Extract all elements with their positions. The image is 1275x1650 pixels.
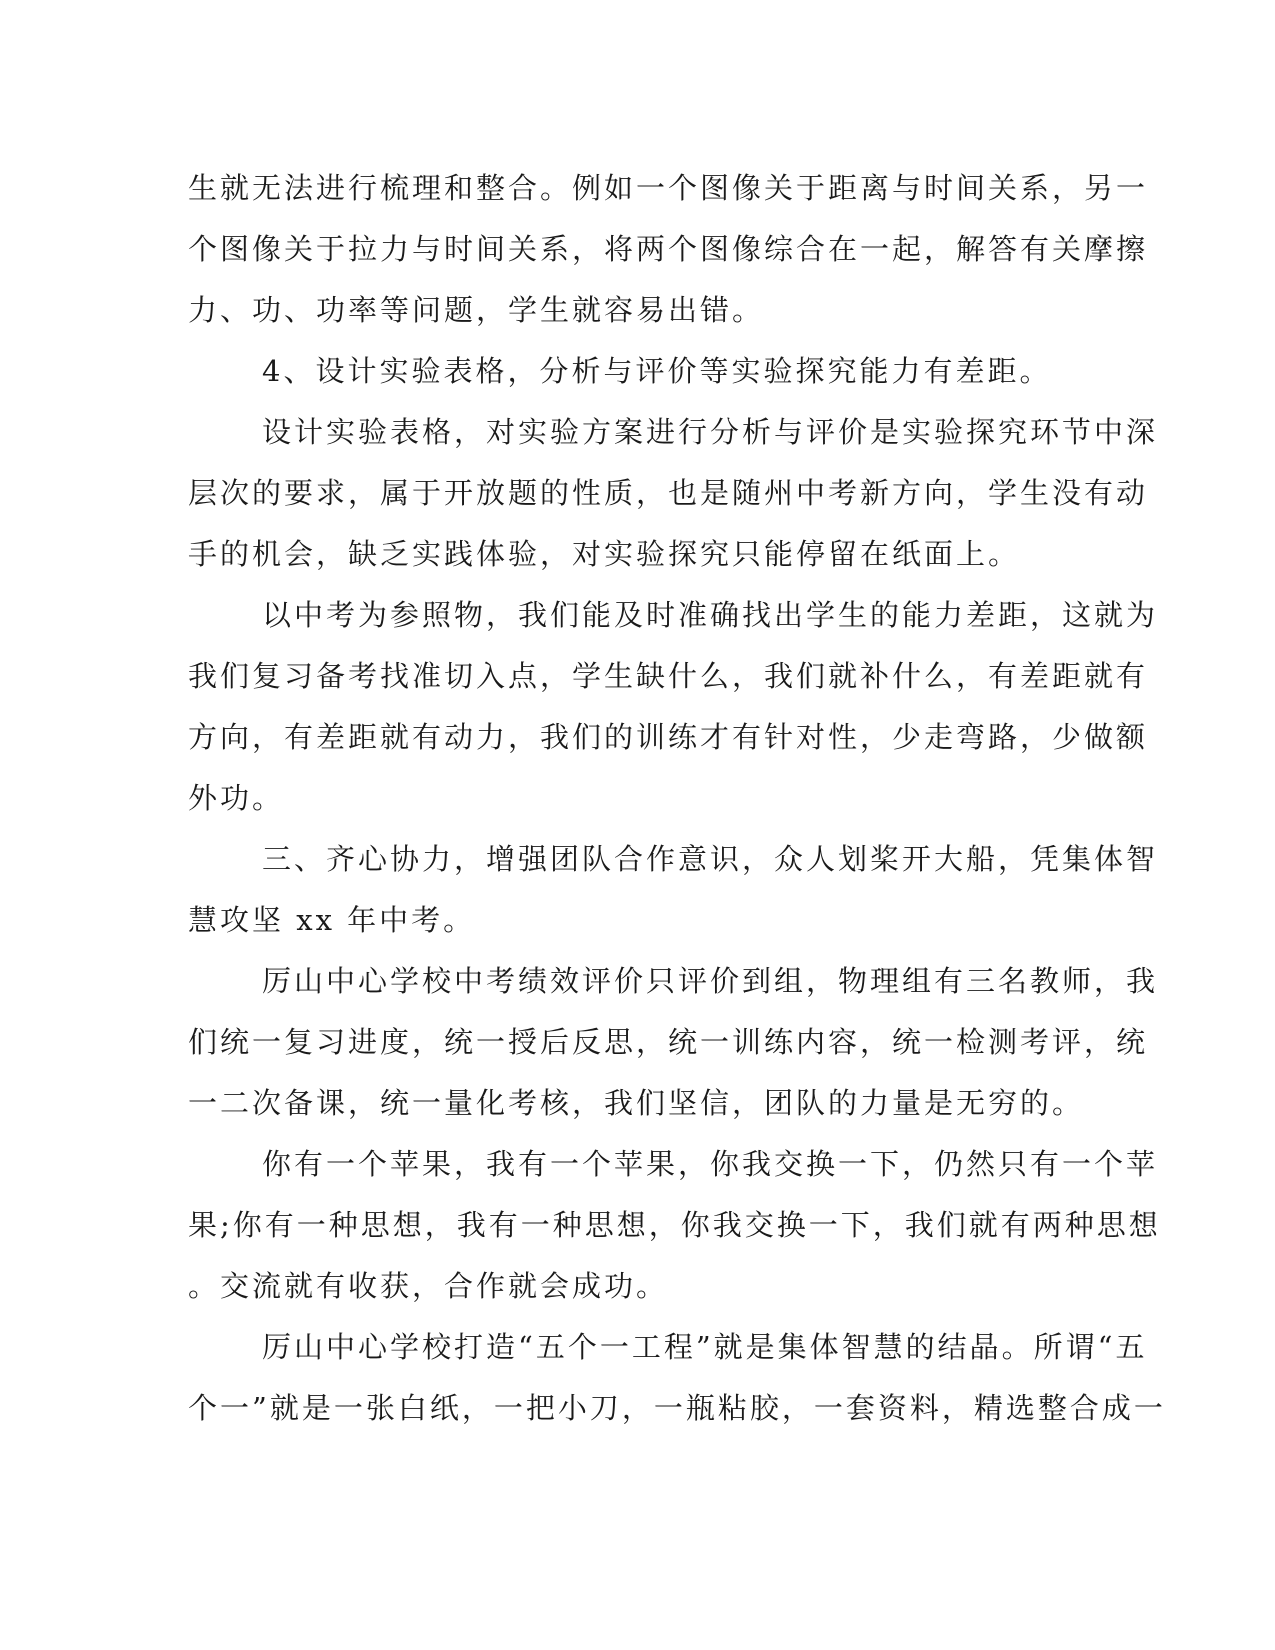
text-line: 三、齐心协力，增强团队合作意识，众人划桨开大船，凭集体智: [262, 842, 1159, 876]
text-line: 以中考为参照物，我们能及时准确找出学生的能力差距，这就为: [262, 598, 1159, 632]
text-line: 设计实验表格，对实验方案进行分析与评价是实验探究环节中深: [262, 415, 1159, 449]
text-line: 我们复习备考找准切入点，学生缺什么，我们就补什么，有差距就有: [188, 659, 1149, 693]
text-line: 方向，有差距就有动力，我们的训练才有针对性，少走弯路，少做额: [188, 720, 1149, 754]
text-line: 你有一个苹果，我有一个苹果，你我交换一下，仍然只有一个苹: [262, 1147, 1159, 1181]
text-line: 一二次备课，统一量化考核，我们坚信，团队的力量是无穷的。: [188, 1086, 1085, 1120]
text-line: 厉山中心学校中考绩效评价只评价到组，物理组有三名教师，我: [262, 964, 1159, 998]
text-line: 个图像关于拉力与时间关系，将两个图像综合在一起，解答有关摩擦: [188, 232, 1149, 266]
text-line: 层次的要求，属于开放题的性质，也是随州中考新方向，学生没有动: [188, 476, 1149, 510]
text-line: 生就无法进行梳理和整合。例如一个图像关于距离与时间关系，另一: [188, 171, 1149, 205]
text-line: 4、设计实验表格，分析与评价等实验探究能力有差距。: [262, 354, 1052, 388]
text-line: 。交流就有收获，合作就会成功。: [188, 1269, 669, 1303]
text-line: 外功。: [188, 781, 285, 815]
text-line: 个一”就是一张白纸，一把小刀，一瓶粘胶，一套资料，精选整合成一: [188, 1391, 1166, 1425]
text-line: 们统一复习进度，统一授后反思，统一训练内容，统一检测考评，统: [188, 1025, 1149, 1059]
text-line: 果;你有一种思想，我有一种思想，你我交换一下，我们就有两种思想: [188, 1208, 1161, 1242]
text-line: 厉山中心学校打造“五个一工程”就是集体智慧的结晶。所谓“五: [262, 1330, 1148, 1364]
text-line: 力、功、功率等问题，学生就容易出错。: [188, 293, 765, 327]
text-line: 手的机会，缺乏实践体验，对实验探究只能停留在纸面上。: [188, 537, 1021, 571]
body-text: [188, 158, 1166, 1439]
text-line: 慧攻坚 xx 年中考。: [188, 903, 476, 937]
